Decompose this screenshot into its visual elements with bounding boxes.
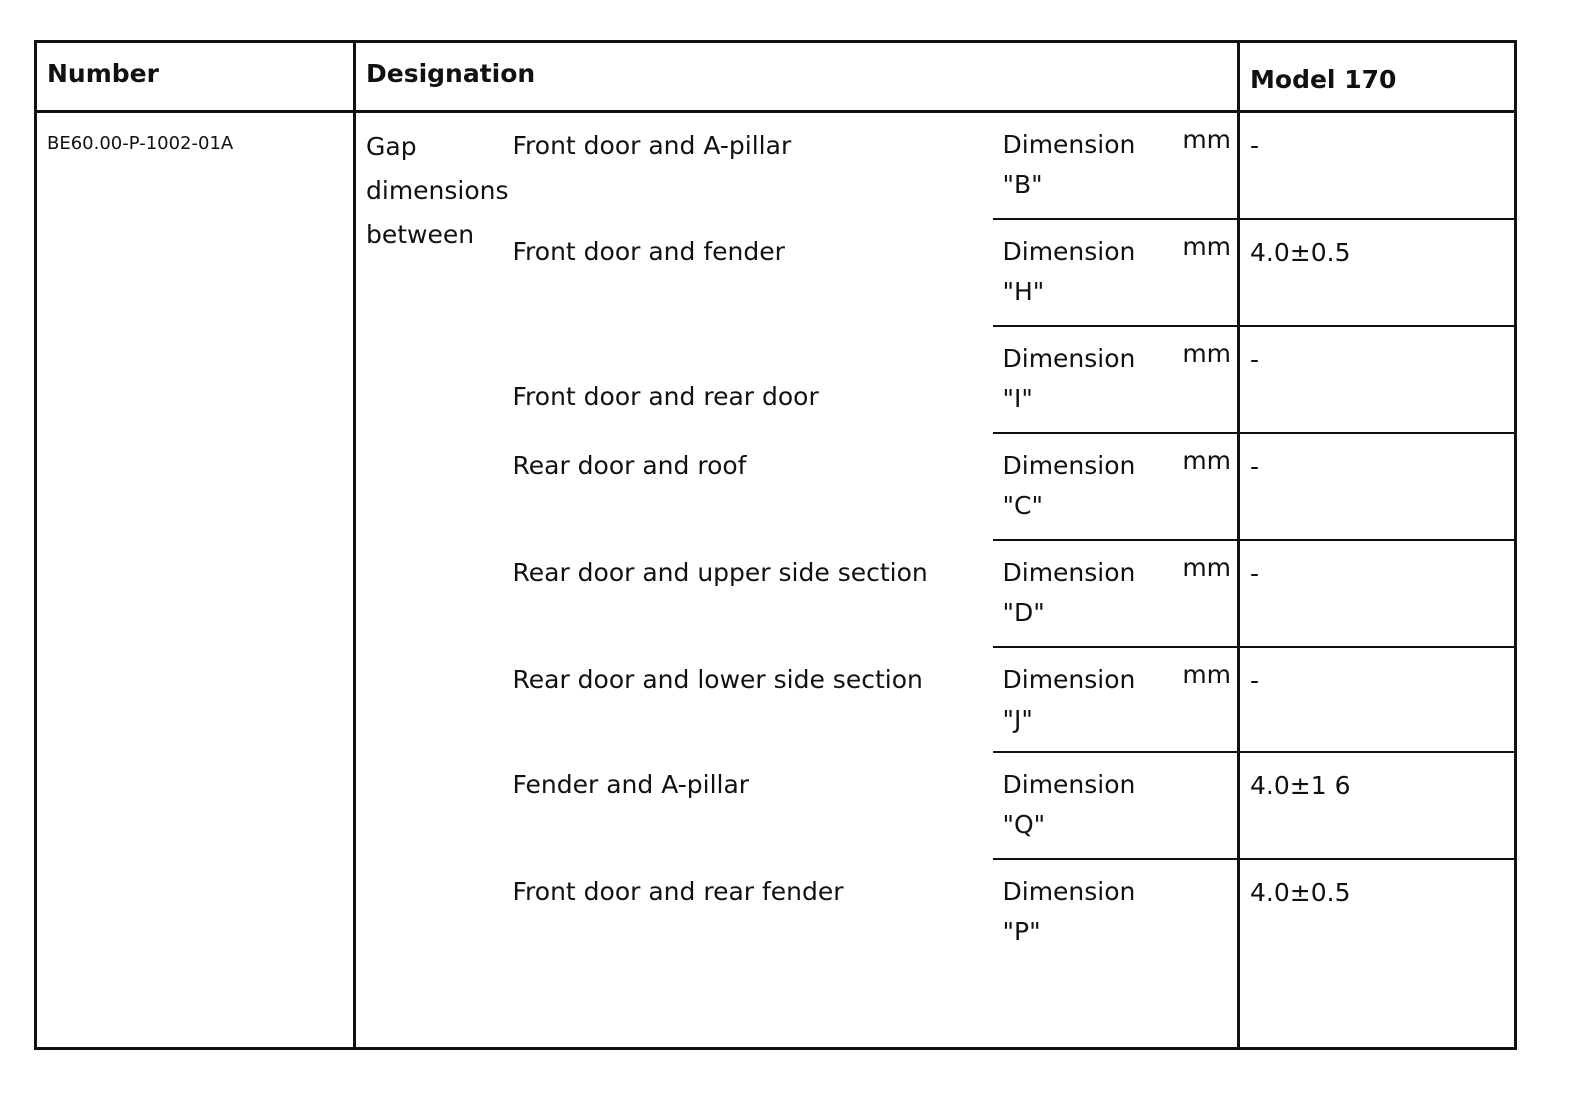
component-pair: Front door and rear door	[512, 381, 819, 411]
component-pair: Rear door and upper side section	[512, 557, 928, 587]
dimension-label	[993, 647, 1175, 752]
dimension-letter: "I"	[1002, 383, 1033, 413]
dimension-word: Dimension	[1002, 130, 1136, 159]
component-pair: Front door and rear fender	[512, 876, 844, 906]
dimension-letter: "C"	[1002, 490, 1043, 520]
dimension-label	[993, 326, 1175, 433]
dimension-label	[993, 219, 1175, 326]
header-row	[36, 42, 1516, 112]
component-pair: Front door and fender	[512, 236, 785, 266]
header-model: Model 170	[1239, 42, 1516, 112]
dimension-letter: "J"	[1002, 704, 1033, 734]
dimension-letter: "D"	[1002, 597, 1045, 627]
unit: mm	[1175, 112, 1239, 219]
component-pair: Front door and A-pillar	[512, 131, 792, 160]
dimension-word: Dimension	[1002, 343, 1136, 373]
dimension-word: Dimension	[1002, 769, 1136, 799]
gap-dimensions-table	[34, 40, 1517, 1050]
model-value: 4.0±0.5	[1239, 859, 1516, 1049]
table-row	[36, 112, 1516, 219]
unit: mm	[1175, 433, 1239, 540]
model-value: 4.0±0.5	[1239, 219, 1516, 326]
model-value: -	[1239, 647, 1516, 752]
spec-document	[34, 40, 1514, 1050]
unit: mm	[1175, 326, 1239, 433]
dimension-word: Dimension	[1002, 450, 1136, 480]
dimension-word: Dimension	[1002, 236, 1136, 266]
model-value: -	[1239, 112, 1516, 219]
dimension-label	[993, 433, 1175, 540]
dimension-label	[993, 540, 1175, 647]
dimension-label	[993, 112, 1175, 219]
dimension-letter: "B"	[1002, 170, 1043, 199]
unit	[1175, 752, 1239, 859]
dimension-label	[993, 752, 1175, 859]
component-pair: Rear door and roof	[512, 450, 747, 480]
model-value: -	[1239, 540, 1516, 647]
dimension-letter: "Q"	[1002, 809, 1046, 839]
dimension-letter: "P"	[1002, 916, 1041, 946]
dimension-word: Dimension	[1002, 664, 1136, 694]
dimension-label	[993, 859, 1175, 1049]
model-value: -	[1239, 326, 1516, 433]
dimension-letter: "H"	[1002, 276, 1045, 306]
header-number: Number	[36, 42, 355, 112]
unit: mm	[1175, 219, 1239, 326]
component-pair: Rear door and lower side section	[512, 664, 923, 694]
model-value: 4.0±1 6	[1239, 752, 1516, 859]
unit	[1175, 859, 1239, 1049]
document-number: BE60.00-P-1002-01A	[36, 112, 355, 1049]
model-value: -	[1239, 433, 1516, 540]
dimension-word: Dimension	[1002, 557, 1136, 587]
header-designation: Designation	[355, 42, 1239, 112]
dimension-word: Dimension	[1002, 876, 1136, 906]
unit: mm	[1175, 540, 1239, 647]
unit: mm	[1175, 647, 1239, 752]
component-pair: Fender and A-pillar	[512, 769, 750, 799]
group-label: Gap dimensions between	[366, 132, 509, 249]
